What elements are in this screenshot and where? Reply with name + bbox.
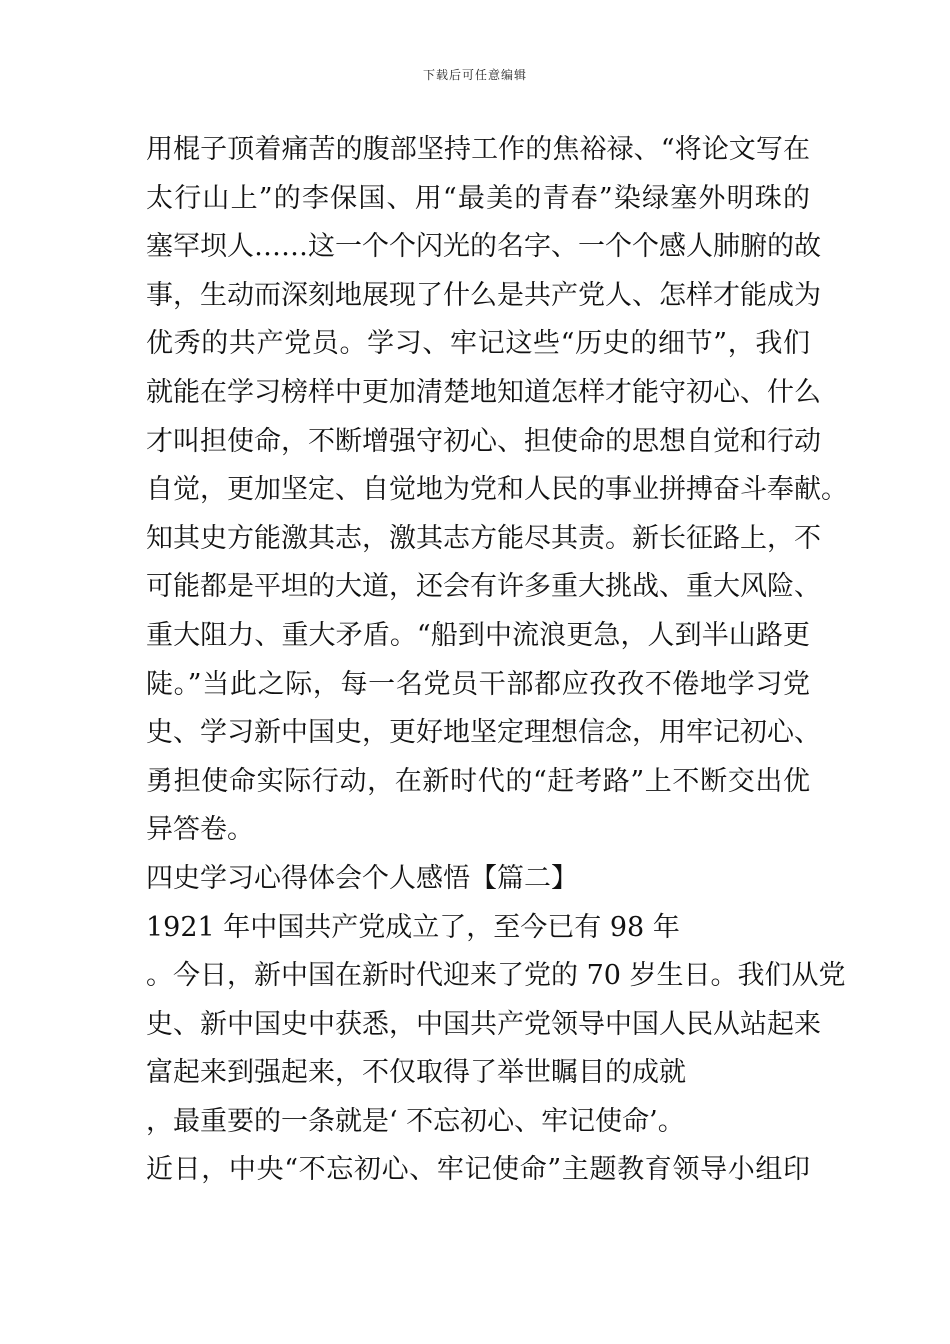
text-line: 优秀的共产党员。学习、牢记这些“历史的细节”，我们 [146,328,810,360]
text-line: ，最重要的一条就是‘ 不忘初心、牢记使命’。 [146,1105,685,1137]
text-line: 史、学习新中国史，更好地坚定理想信念，用牢记初心、 [146,717,821,749]
text-line: 富起来到强起来，不仅取得了举世瞩目的成就 [146,1057,686,1089]
text-line: 史、新中国史中获悉，中国共产党领导中国人民从站起来 [146,1008,821,1040]
page-header: 下载后可任意编辑 [422,68,527,82]
text-line: 异答卷。 [146,814,254,846]
text-line: 用棍子顶着痛苦的腹部坚持工作的焦裕禄、“将论文写在 [146,134,810,165]
text-line: 重大阻力、重大矛盾。“船到中流浪更急，人到半山路更 [146,619,810,651]
text-line: 1921 年中国共产党成立了，至今已有 98 年 [146,911,680,943]
text-line: 自觉，更加坚定、自觉地为党和人民的事业拼搏奋斗奉献。 [146,474,848,506]
document-body [146,126,848,1195]
text-line: 才叫担使命，不断增强守初心、担使命的思想自觉和行动 [146,425,821,457]
text-line: 太行山上”的李保国、用“最美的青春”染绿塞外明珠的 [146,182,810,214]
text-line: 可能都是平坦的大道，还会有许多重大挑战、重大风险、 [146,571,821,603]
text-line: 塞罕坝人……这一个个闪光的名字、一个个感人肺腑的故 [146,231,821,263]
section-heading: 四史学习心得体会个人感悟【篇二】 [146,862,578,894]
text-line: 勇担使命实际行动，在新时代的“赶考路”上不断交出优 [146,765,810,797]
text-line: 知其史方能激其志，激其志方能尽其责。新长征路上，不 [146,522,821,554]
text-line: 陡。”当此之际，每一名党员干部都应孜孜不倦地学习党 [146,668,810,700]
text-line: 事，生动而深刻地展现了什么是共产党人、怎样才能成为 [146,279,821,311]
text-line: 就能在学习榜样中更加清楚地知道怎样才能守初心、什么 [146,376,821,408]
text-line: 近日，中央“不忘初心、牢记使命”主题教育领导小组印 [146,1154,810,1186]
text-line: 。今日，新中国在新时代迎来了党的 70 岁生日。我们从党 [146,960,846,992]
